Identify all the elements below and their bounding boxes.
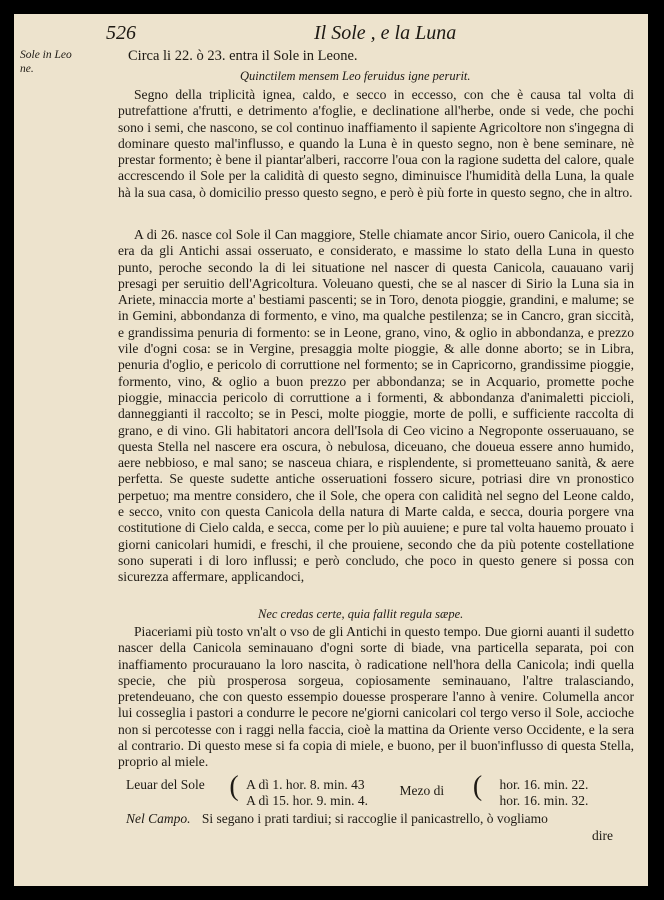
paragraph-customs (118, 624, 634, 771)
page-number: 526 (106, 22, 136, 44)
midday-label: Mezo di (399, 783, 445, 798)
latin-motto-2: Nec credas certe, quia fallit regula sæpe. (258, 607, 464, 621)
midday-row-2: hor. 16. min. 32. (499, 792, 589, 808)
sunrise-row-2: A dì 15. hor. 9. min. 4. (246, 792, 368, 808)
sunrise-row-1: A dì 1. hor. 8. min. 43 (246, 777, 365, 792)
margin-note: Sole in Leo ne. (20, 49, 72, 75)
paragraph-text: A di 26. nasce col Sole il Can maggiore, Stelle chiamate ancor Sirio, ouero Canicola, il che era da gli Antichi assai osseruato, e considerato, e massime lo stato della Luna in questo punto, peroche secondo la di lei situatione nel nascer di questa Canicola, cauauano varij presagi per seruitio dell'Agricoltura. Voleuano questi, che se al nascer di Sirio la Luna sia in Ariete, minaccia morte a' bestiami pascenti; se in Toro, denota pioggie, grandini, e malume; se in Gemini, abbondanza di formento, e vino, ma qualche pestilenza; se in Cancro, gran siccità, e grandissima penuria di formento: se in Leone, grano, vino, & oglio in abbondanza, e prezzo vile d'ogni cosa: se in Vergine, presaggia molte pioggie, & alle donne aborto; se in Libra, penuria d'oglio, e pericolo di corruttione nel formento; se in Capricorno, grandissime pioggie, formento, vino, & oglio a buon prezzo per abbondanza; se in Acquario, promette poche pioggie, minaccia pericolo di corruttione a i formenti, & abbondanza d'animaletti piccioli, danneggianti il raccolto; se in Pesci, molte pioggie, morte de polli, e sufficiente raccolta di grano, e di vino. Gli habitatori ancora dell'Isola di Ceo vicino a Negroponte osseruauano, se questa Stella nel nascere era oscura, ò nebulosa, diceuano, che doueua essere anno humido, aere nebbioso, e mal sano; se nasceua chiara, e risplendente, si prometteuano sanità, & aere perfetta. Se queste sudette antiche osseruationi fossero sicure, potriasi dire vn pronostico perpetuo; ma mentre considero, che il Sole, che opera con calidità nel segno del Leone caldo, e secco, vnito con questa Canicola della natura di Marte calda, e secca, douria porgere vna costitutione di Cielo calda, e secca, come per lo più auuiene; e pure tal volta hauemo prouato i giorni canicolari humidi, e freschi, il che prouiene, secondo che da più potente costellatione sono superati i di loro influssi; e però concludo, che poco in questo genere si possa con sicurezza affermare, applicandoci, (118, 227, 634, 585)
latin-motto: Quinctilem mensem Leo feruidus igne perurit. (240, 69, 471, 83)
book-page (14, 14, 648, 886)
campo-label: Nel Campo. (126, 811, 191, 826)
brace-left-icon: ( (229, 771, 239, 802)
sunrise-table (126, 771, 589, 808)
running-title: Il Sole , e la Luna (314, 22, 457, 44)
paragraph-text: Piaceriami più tosto vn'alt o vso de gli Antichi in questo tempo. Due giorni auanti il sudetto nascer della Canicola seminauano d'ogni sorte di biade, vna particella separata, poi con inaffiamento procurauano la loro nascita, ò radicatione nell'hora della Canicola; indi quella specie, che più prosperosa sorgeua, copiosamente seminauano, l'altre tralasciando, pretendeuano, che con questo essempio douesse prosperare l'anno à venire. Columella ancor lui cosseglia i pastori a condurre le pecore ne'giorni canicolari col tergo verso il Sole, accioche non si percotesse con i raggi nella faccia, cioè la mattina da Oriente verso Occidente, e la sera al contrario. Di questo mese si fa copia di miele, e buono, per il buon'influsso di questa Stella, proprio al miele. (118, 624, 634, 770)
campo-text: Si segano i prati tardiui; si raccoglie il panicastrello, ò vogliamo (201, 811, 548, 826)
section-subtitle: Circa li 22. ò 23. entra il Sole in Leone. (128, 48, 358, 64)
paragraph-text: Segno della triplicità ignea, caldo, e secco in eccesso, con che è causa tal volta di putrefattione a'frutti, e detrimento a'foglie, e declinatione all'herbe, onde si vede, che pochi sono i semi, che nascono, se col continuo inaffiamento il sapiente Agricoltore non s'ingegna di dominare questo mal'influsso, e quando la Luna è in questo segno, non è bene seminare, nè prestar formento; è bene il piantar'alberi, raccorre l'oua con la ragione sudetta del calore, quale accrescendo il Sole per la calidità di questo segno, diminuisce l'humidità della Luna, la quale hà la sua casa, ò domicilio presso questo segno, e però è più forte in questo segno, che in altro. (118, 87, 634, 200)
campo-line (126, 811, 548, 827)
paragraph-canicola (118, 227, 634, 586)
sunrise-label: Leuar del Sole (126, 777, 205, 792)
campo-continuation: dire (592, 828, 613, 843)
brace-right-icon: ( (472, 771, 483, 802)
paragraph-leo (118, 87, 634, 201)
midday-row-1: hor. 16. min. 22. (499, 777, 589, 792)
